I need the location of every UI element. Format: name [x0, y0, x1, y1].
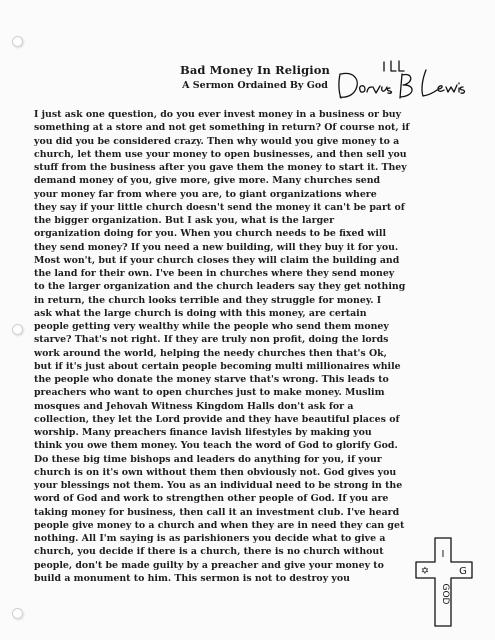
- body-line: people, don't be made guilty by a preacher and give your money to: [34, 559, 384, 571]
- cross-letter-right: G: [459, 566, 467, 577]
- body-line: you did you be considered crazy. Then why would you give money to a: [34, 135, 400, 147]
- body-line: but if it's just about certain people becoming multi millionaires while: [34, 360, 401, 372]
- body-line: your blessings not them. You as an individual need to be strong in the: [34, 480, 403, 491]
- body-line: stuff from the business after you gave them the money to start it. They: [34, 162, 407, 173]
- body-line: collection, they let the Lord provide and they have beautiful places of: [34, 413, 400, 425]
- body-line: church, let them use your money to open businesses, and then sell you: [34, 148, 407, 160]
- body-line: mosques and Jehovah Witness Kingdom Halls don't ask for a: [34, 400, 354, 412]
- body-line: they send money? If you need a new building, will they buy it for you.: [34, 241, 399, 253]
- body-line: think you owe them money. You teach the word of God to glorify God.: [34, 440, 398, 452]
- star-of-david-icon: ✡: [420, 566, 430, 577]
- body-line: demand money of you, give more, give more. Many churches send: [34, 175, 381, 187]
- body-line: build a monument to him. This sermon is not to destroy you: [34, 572, 350, 584]
- body-line: worship. Many preachers finance lavish lifestyles by making you: [34, 427, 372, 438]
- body-line: starve? That's not right. If they are truly non profit, doing the lords: [34, 334, 389, 346]
- cross-letter-top: I: [441, 549, 445, 560]
- body-line: the land for their own. I've been in churches where they send money: [34, 268, 395, 279]
- body-line: people getting very wealthy while the people who send them money: [34, 321, 389, 332]
- body-line: Do these big time bishops and leaders do anything for you, if your: [34, 453, 382, 465]
- body-line: taking money for business, then call it an investment club. I've heard: [34, 506, 400, 518]
- cross-word-god: GOD: [440, 583, 450, 605]
- body-line: I just ask one question, do you ever invest money in a business or buy: [34, 109, 402, 120]
- punch-hole-middle: [12, 324, 23, 335]
- body-line: word of God and work to strengthen other people of God. If you are: [34, 493, 389, 505]
- punch-hole-bottom: [12, 608, 23, 619]
- body-line: organization doing for you. When you church needs to be fixed will: [34, 228, 387, 240]
- body-line: the people who donate the money starve that's wrong. This leads to: [34, 374, 389, 385]
- sermon-body: [34, 108, 474, 585]
- body-line: church is on it's own without them then obviously not. God gives you: [34, 466, 397, 478]
- body-line: to the larger organization and the church leaders say they get nothing: [34, 281, 406, 293]
- body-line: the bigger organization. But I ask you, what is the larger: [34, 215, 335, 226]
- body-line: people give money to a church and when they are in need they can get: [34, 519, 405, 531]
- body-line: work around the world, helping the needy churches then that's Ok,: [34, 347, 387, 359]
- body-line: ask what the large church is doing with this money, are certain: [34, 307, 367, 319]
- body-line: nothing. All I'm saying is as parishioners you decide what to give a: [34, 533, 386, 544]
- punch-hole-top: [12, 36, 23, 47]
- body-line: preachers who want to open churches just to make money. Muslim: [34, 387, 385, 399]
- body-line: Most won't, but if your church closes they will claim the building and: [34, 254, 400, 266]
- body-line: your money far from where you are, to giant organizations where: [34, 188, 377, 200]
- body-line: church, you decide if there is a church, there is no church without: [34, 546, 384, 558]
- document-title: Bad Money In Religion: [180, 63, 330, 77]
- hand-drawn-cross-mark: [414, 536, 474, 628]
- body-line: in return, the church looks terrible and they struggle for money. I: [34, 294, 382, 306]
- body-line: something at a store and not get something in return? Of course not, if: [34, 122, 410, 134]
- handwritten-signature: [336, 58, 466, 102]
- body-line: they say if your little church doesn't send the money it can't be part of: [34, 201, 405, 213]
- document-subtitle: A Sermon Ordained By God: [182, 80, 328, 91]
